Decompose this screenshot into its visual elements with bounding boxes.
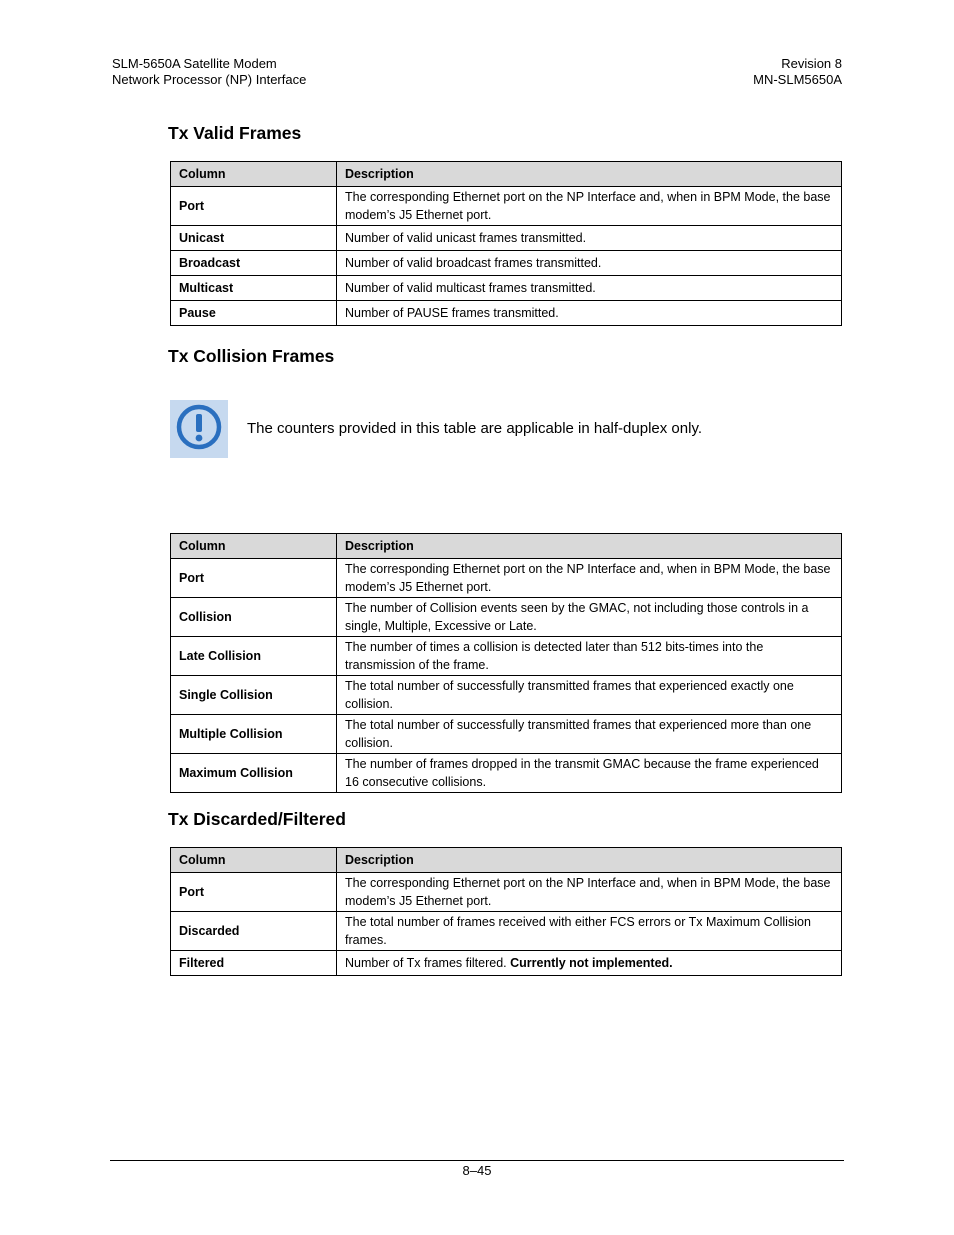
section-title-tx-discarded-filtered: Tx Discarded/Filtered bbox=[168, 809, 346, 829]
table-row bbox=[171, 873, 842, 912]
table-row bbox=[171, 251, 842, 276]
page-header-right bbox=[753, 56, 842, 88]
row-name: Filtered bbox=[171, 951, 337, 976]
row-description: The corresponding Ethernet port on the NP Interface and, when in BPM Mode, the base modem’s J5 Ethernet port. bbox=[337, 187, 842, 226]
row-description-text: Number of Tx frames filtered. bbox=[345, 956, 511, 970]
row-name: Discarded bbox=[171, 912, 337, 951]
row-name: Unicast bbox=[171, 226, 337, 251]
row-name: Port bbox=[171, 559, 337, 598]
table-row bbox=[171, 951, 842, 976]
table-row bbox=[171, 559, 842, 598]
footer-divider bbox=[110, 1160, 844, 1161]
table-row bbox=[171, 637, 842, 676]
table-row bbox=[171, 912, 842, 951]
section-title-tx-collision-frames: Tx Collision Frames bbox=[168, 346, 335, 366]
row-name: Maximum Collision bbox=[171, 754, 337, 793]
description-header: Description bbox=[337, 848, 842, 873]
description-header: Description bbox=[337, 162, 842, 187]
table-row bbox=[171, 226, 842, 251]
not-implemented-note: Currently not implemented. bbox=[510, 956, 673, 970]
note-text: The counters provided in this table are applicable in half-duplex only. bbox=[247, 420, 702, 437]
tx-collision-frames-table bbox=[170, 533, 842, 793]
column-header: Column bbox=[171, 534, 337, 559]
chapter-title: Network Processor (NP) Interface bbox=[112, 72, 307, 87]
table-header-row bbox=[171, 162, 842, 187]
row-description: Number of valid unicast frames transmitted. bbox=[337, 226, 842, 251]
tx-valid-frames-table bbox=[170, 161, 842, 326]
row-description: The corresponding Ethernet port on the NP Interface and, when in BPM Mode, the base modem’s J5 Ethernet port. bbox=[337, 559, 842, 598]
row-name: Late Collision bbox=[171, 637, 337, 676]
note-icon-box bbox=[170, 400, 228, 458]
table-row bbox=[171, 676, 842, 715]
table-row bbox=[171, 301, 842, 326]
row-description: The number of times a collision is detected later than 512 bits-times into the transmission of the frame. bbox=[337, 637, 842, 676]
row-name: Broadcast bbox=[171, 251, 337, 276]
row-name: Pause bbox=[171, 301, 337, 326]
table-row bbox=[171, 715, 842, 754]
row-name: Port bbox=[171, 187, 337, 226]
manual-number: MN-SLM5650A bbox=[753, 72, 842, 87]
row-name: Multicast bbox=[171, 276, 337, 301]
document-title: SLM-5650A Satellite Modem bbox=[112, 56, 277, 71]
table-row bbox=[171, 754, 842, 793]
row-description: The number of frames dropped in the transmit GMAC because the frame experienced 16 consecutive collisions. bbox=[337, 754, 842, 793]
row-name: Port bbox=[171, 873, 337, 912]
column-header: Column bbox=[171, 162, 337, 187]
table-header-row bbox=[171, 848, 842, 873]
revision-label: Revision 8 bbox=[781, 56, 842, 71]
row-name: Multiple Collision bbox=[171, 715, 337, 754]
tx-discarded-filtered-table bbox=[170, 847, 842, 976]
description-header: Description bbox=[337, 534, 842, 559]
exclamation-circle-icon bbox=[175, 403, 223, 456]
row-description: The total number of successfully transmitted frames that experienced more than one collision. bbox=[337, 715, 842, 754]
table-header-row bbox=[171, 534, 842, 559]
row-description bbox=[337, 951, 842, 976]
column-header: Column bbox=[171, 848, 337, 873]
row-description: The total number of successfully transmitted frames that experienced exactly one collision. bbox=[337, 676, 842, 715]
row-description: Number of PAUSE frames transmitted. bbox=[337, 301, 842, 326]
row-description: The number of Collision events seen by the GMAC, not including those controls in a single, Multiple, Excessive or Late. bbox=[337, 598, 842, 637]
row-description: Number of valid broadcast frames transmitted. bbox=[337, 251, 842, 276]
page-header-left bbox=[112, 56, 306, 88]
table-row bbox=[171, 187, 842, 226]
table-row bbox=[171, 276, 842, 301]
row-description: The corresponding Ethernet port on the NP Interface and, when in BPM Mode, the base modem’s J5 Ethernet port. bbox=[337, 873, 842, 912]
table-row bbox=[171, 598, 842, 637]
row-description: Number of valid multicast frames transmitted. bbox=[337, 276, 842, 301]
section-title-tx-valid-frames: Tx Valid Frames bbox=[168, 123, 302, 143]
row-description: The total number of frames received with either FCS errors or Tx Maximum Collision frames. bbox=[337, 912, 842, 951]
row-name: Collision bbox=[171, 598, 337, 637]
row-name: Single Collision bbox=[171, 676, 337, 715]
page-number: 8–45 bbox=[462, 1163, 492, 1178]
